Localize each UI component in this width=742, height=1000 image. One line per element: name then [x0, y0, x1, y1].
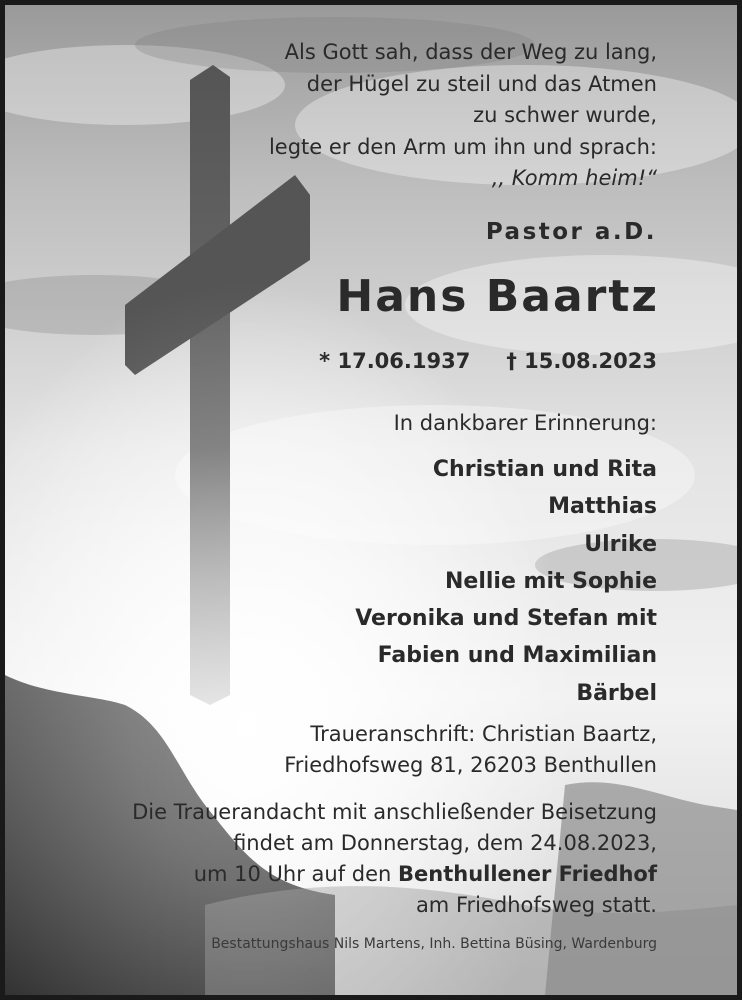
cemetery-name: Benthullener Friedhof	[398, 862, 657, 886]
address-line: Traueranschrift: Christian Baartz,	[310, 722, 657, 746]
life-dates	[319, 349, 657, 373]
mourner-name: Fabien und Maximilian	[377, 643, 657, 669]
mourner-name: Nellie mit Sophie	[444, 568, 657, 594]
mourners-intro: In dankbarer Erinnerung:	[393, 411, 657, 435]
service-info	[132, 797, 657, 921]
service-line	[132, 859, 657, 890]
birth-date: * 17.06.1937	[319, 349, 471, 373]
death-date: † 15.08.2023	[506, 349, 657, 373]
address-line: Friedhofsweg 81, 26203 Benthullen	[284, 753, 657, 777]
service-line: Die Trauerandacht mit anschließender Beisetzung	[132, 800, 657, 824]
deceased-name: Hans Baartz	[336, 271, 659, 322]
poem-line: zu schwer wurde,	[473, 103, 657, 127]
deceased-title: Pastor a.D.	[485, 219, 657, 245]
mourners-list	[355, 451, 657, 712]
service-line: findet am Donnerstag, dem 24.08.2023,	[233, 831, 657, 855]
poem-quote: ,, Komm heim!“	[491, 166, 657, 190]
service-line: am Friedhofsweg statt.	[415, 893, 657, 917]
mourner-name: Christian und Rita	[432, 457, 657, 482]
poem	[269, 37, 657, 195]
undertaker: Bestattungshaus Nils Martens, Inh. Bettina Büsing, Wardenburg	[211, 936, 657, 952]
mourner-name: Matthias	[548, 494, 657, 520]
mourner-name: Ulrike	[584, 531, 657, 557]
poem-line: Als Gott sah, dass der Weg zu lang,	[284, 40, 657, 64]
service-time: um 10 Uhr auf den	[193, 862, 399, 886]
mourner-name: Bärbel	[576, 680, 657, 706]
mourning-address	[284, 719, 657, 781]
poem-line: der Hügel zu steil und das Atmen	[306, 71, 657, 96]
poem-line: legte er den Arm um ihn und sprach:	[268, 134, 657, 159]
mourner-name: Veronika und Stefan mit	[355, 606, 657, 632]
